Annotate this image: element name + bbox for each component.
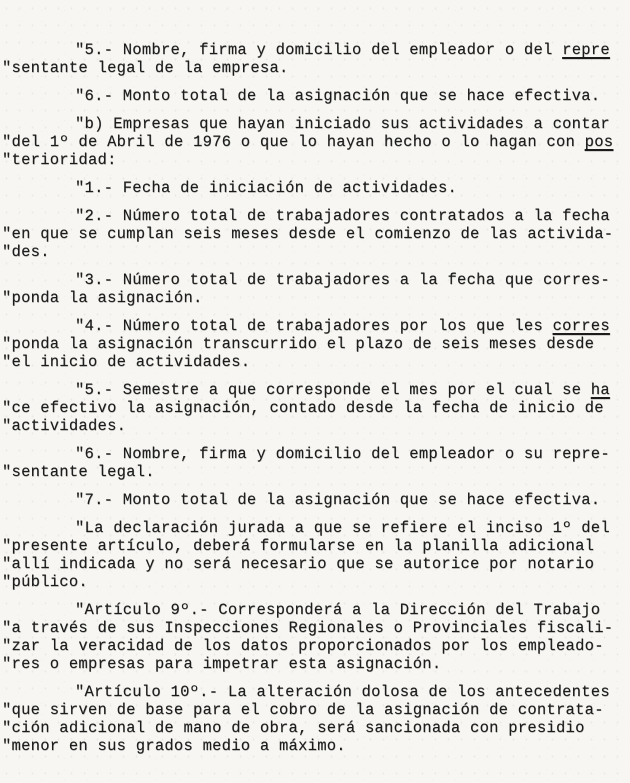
paragraph <box>2 491 628 509</box>
text-segment: "ce efectivo la asignación, contado desde la fecha de inicio de <box>2 399 604 417</box>
text-segment: "6.- Nombre, firma y domicilio del empleador o su repre- <box>75 445 610 463</box>
text-segment: "3.- Número total de trabajadores a la fecha que corres- <box>75 271 610 289</box>
text-segment: "des. <box>2 243 50 261</box>
text-segment: "en que se cumplan seis meses desde el comienzo de las activida- <box>2 225 614 243</box>
text-line <box>75 601 628 619</box>
text-segment: "b) Empresas que hayan iniciado sus actividades a contar <box>75 115 610 133</box>
text-line <box>2 151 628 169</box>
text-segment: "1.- Fecha de iniciación de actividades. <box>75 179 458 197</box>
text-segment: "ponda la asignación transcurrido el plazo de seis meses desde <box>2 335 595 353</box>
text-segment: "que sirven de base para el cobro de la asignación de contrata- <box>2 701 604 719</box>
text-segment: "allí indicada y no será necesario que se autorice por notario <box>2 555 595 573</box>
underlined-syllable: repre <box>562 41 610 59</box>
text-line <box>75 207 628 225</box>
text-segment: "presente artículo, deberá formularse en la planilla adicional <box>2 537 595 555</box>
underlined-syllable: pos <box>584 133 614 151</box>
text-line <box>2 619 628 637</box>
text-line <box>2 463 628 481</box>
text-segment: "terioridad: <box>2 151 117 169</box>
paragraph <box>2 87 628 105</box>
text-line <box>2 655 628 673</box>
text-line <box>2 637 628 655</box>
text-segment: "actividades. <box>2 417 127 435</box>
underlined-syllable: corres <box>552 317 610 335</box>
text-segment: "menor en sus grados medio a máximo. <box>2 737 346 755</box>
text-line <box>75 491 628 509</box>
text-segment: "7.- Monto total de la asignación que se hace efectiva. <box>75 491 601 509</box>
text-segment: "4.- Número total de trabajadores por los que les <box>75 317 553 335</box>
text-line <box>75 519 628 537</box>
text-segment: "5.- Semestre a que corresponde el mes por el cual se <box>75 381 591 399</box>
text-line <box>75 445 628 463</box>
text-segment: "Artículo 9º.- Corresponderá a la Dirección del Trabajo <box>75 601 601 619</box>
text-line <box>2 537 628 555</box>
text-segment: "sentante legal de la empresa. <box>2 59 289 77</box>
paragraph <box>2 445 628 481</box>
underlined-syllable: ha <box>590 381 610 399</box>
text-line <box>75 381 628 399</box>
text-line <box>2 133 628 151</box>
paragraph <box>2 207 628 261</box>
text-line <box>2 737 628 755</box>
text-line <box>2 417 628 435</box>
text-line <box>2 59 628 77</box>
text-line <box>2 719 628 737</box>
paragraph <box>2 519 628 591</box>
text-segment: "del 1º de Abril de 1976 o que lo hayan hecho o lo hagan con <box>2 133 585 151</box>
text-segment: "6.- Monto total de la asignación que se hace efectiva. <box>75 87 601 105</box>
text-line <box>75 41 628 59</box>
paragraph <box>2 271 628 307</box>
text-segment: "el inicio de actividades. <box>2 353 251 371</box>
paragraph <box>2 115 628 169</box>
paragraph <box>2 381 628 435</box>
text-line <box>75 87 628 105</box>
text-line <box>75 683 628 701</box>
paragraph <box>2 683 628 755</box>
text-segment: "Artículo 10º.- La alteración dolosa de los antecedentes <box>75 683 610 701</box>
text-segment: "público. <box>2 573 88 591</box>
text-segment: "ponda la asignación. <box>2 289 203 307</box>
text-line <box>75 179 628 197</box>
paragraph <box>2 41 628 77</box>
text-segment: "a través de sus Inspecciones Regionales o Provinciales fiscali- <box>2 619 614 637</box>
text-segment: "La declaración jurada a que se refiere el inciso 1º del <box>75 519 610 537</box>
paragraph <box>2 317 628 371</box>
paragraph <box>2 601 628 673</box>
text-line <box>2 243 628 261</box>
text-line <box>2 289 628 307</box>
text-line <box>75 271 628 289</box>
text-segment: "2.- Número total de trabajadores contratados a la fecha <box>75 207 610 225</box>
text-segment: "5.- Nombre, firma y domicilio del empleador o del <box>75 41 563 59</box>
text-line <box>2 573 628 591</box>
text-segment: "ción adicional de mano de obra, será sancionada con presidio <box>2 719 585 737</box>
document-text <box>2 41 628 755</box>
text-segment: "zar la veracidad de los datos proporcionados por los empleado- <box>2 637 604 655</box>
text-line <box>2 335 628 353</box>
text-line <box>2 701 628 719</box>
text-line <box>75 115 628 133</box>
text-line <box>2 225 628 243</box>
text-line <box>75 317 628 335</box>
text-segment: "res o empresas para impetrar esta asignación. <box>2 655 442 673</box>
paragraph <box>2 179 628 197</box>
text-line <box>2 353 628 371</box>
text-line <box>2 399 628 417</box>
text-segment: "sentante legal. <box>2 463 155 481</box>
text-line <box>2 555 628 573</box>
